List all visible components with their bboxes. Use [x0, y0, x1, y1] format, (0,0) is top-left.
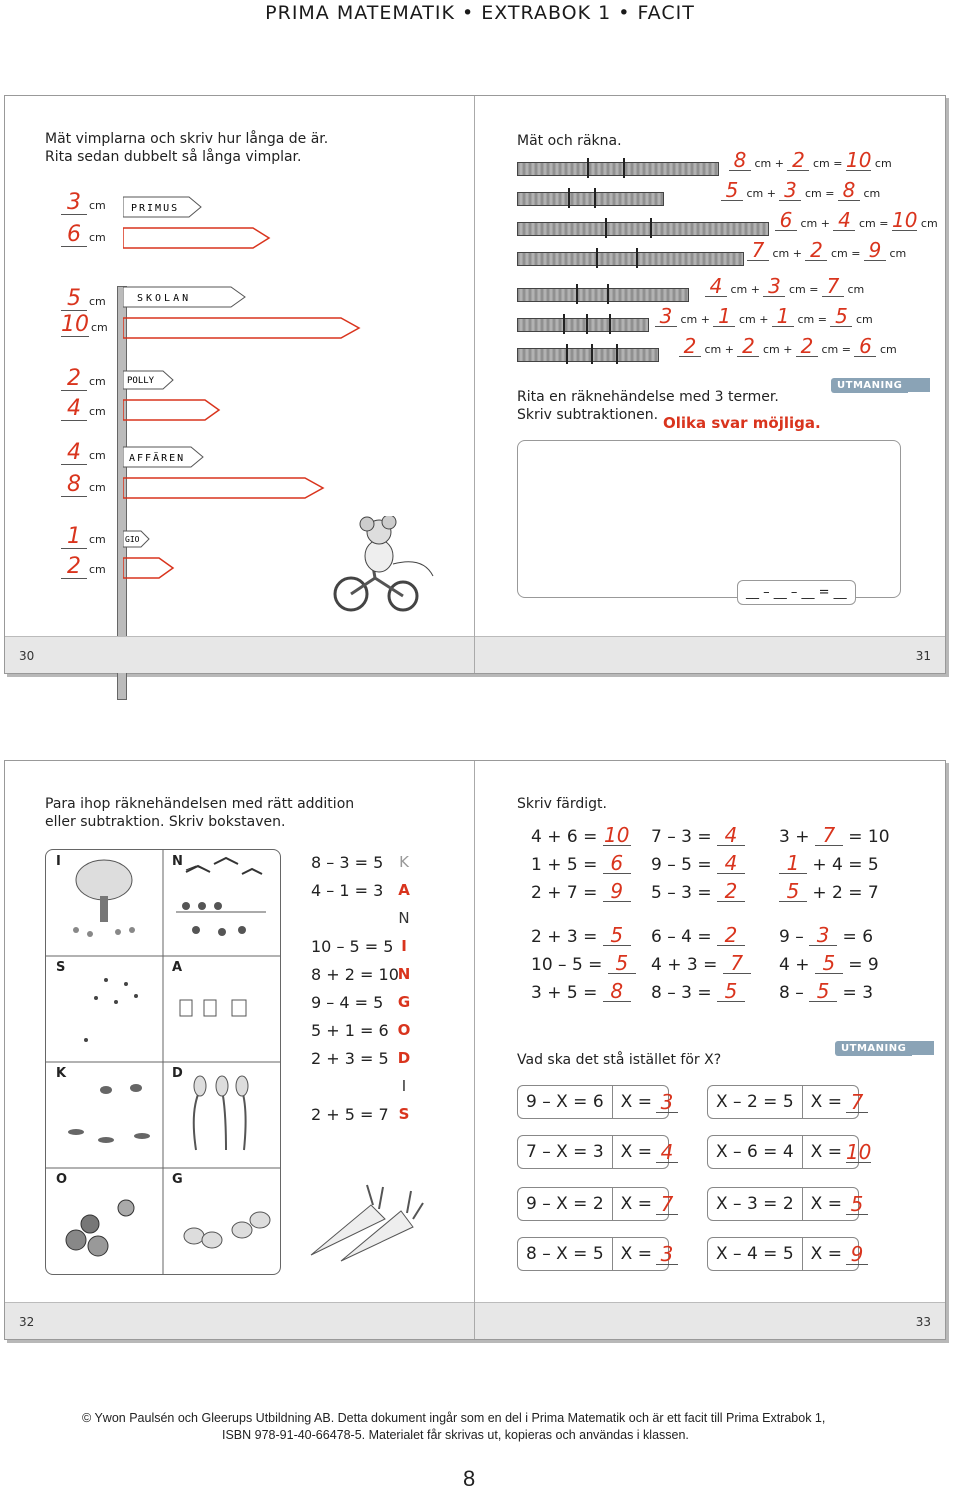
p32-instruction-line2: eller subtraktion. Skriv bokstaven. [45, 814, 286, 830]
cell-label: I [56, 854, 61, 869]
x-equation-box [517, 1135, 674, 1169]
answer-value: 4 [61, 442, 87, 465]
answer-value: 5 [846, 1194, 868, 1215]
answer-value: 9 [603, 881, 631, 902]
equation-text: 3 + [779, 827, 810, 847]
letter-answer: S [398, 1105, 410, 1123]
answer-value: 7 [815, 825, 843, 846]
answer-value: 2 [679, 336, 701, 357]
answer-value: 1 [713, 306, 735, 327]
cell-label: O [56, 1172, 68, 1187]
stick-divider [607, 284, 609, 304]
letter-answer: K [399, 853, 409, 871]
equation-text: 2 + 3 = [531, 927, 598, 947]
x-prefix: X = [620, 1244, 652, 1264]
double-answer [61, 556, 106, 579]
equation-text: 10 – 5 = [531, 955, 603, 975]
letter-answer: N [397, 965, 411, 983]
answer-value: 4 [717, 853, 745, 874]
sign-label: SKOLAN [137, 293, 192, 304]
answer-value: 2 [61, 368, 87, 391]
stick-divider [623, 158, 625, 178]
answer-value: 2 [805, 240, 827, 261]
answer-value: 5 [815, 953, 843, 974]
measure-answer [61, 192, 106, 215]
sign-gio [123, 530, 151, 548]
p30-instructions [45, 130, 328, 166]
x-equation-box [707, 1135, 872, 1169]
fill-in-equation [651, 825, 745, 847]
fill-in-equation [779, 825, 890, 847]
drawing-box [517, 440, 901, 598]
answer-value: 4 [833, 210, 855, 231]
stick-divider [609, 314, 611, 334]
sign-skolan [123, 286, 248, 308]
answer-value: 8 [603, 981, 631, 1002]
addition-equation: 4 cm + 3 cm = 7 cm [705, 276, 864, 297]
unit-label: cm [89, 375, 106, 388]
copyright-line2: ISBN 978-91-40-66478-5. Materialet får skrivas ut, kopieras och användas i klassen. [222, 1428, 689, 1442]
letter-answer: A [398, 881, 410, 899]
unit-label: cm [89, 449, 106, 462]
match-equation: 8 – 3 = 5 [311, 853, 384, 872]
fill-in-equation [531, 953, 636, 975]
p31-task2-line2: Skriv subtraktionen. [517, 407, 659, 423]
fill-in-equation [651, 881, 745, 903]
answer-value: 10 [891, 208, 918, 232]
double-answer [61, 314, 108, 337]
answer-value: 5 [721, 180, 743, 201]
equation-text: 1 + 5 = [531, 855, 598, 875]
letter-answer: G [397, 993, 411, 1011]
equation-text: = 10 [848, 827, 890, 847]
fill-in-equation [531, 981, 631, 1003]
unit-label: cm [89, 295, 106, 308]
fill-in-equation [779, 953, 879, 975]
stick-divider [568, 188, 570, 208]
fill-in-equation [531, 825, 631, 847]
equation-text: 9 – [779, 927, 804, 947]
fill-in-equation [651, 925, 745, 947]
equation-text: 5 – 3 = [651, 883, 712, 903]
answer-value: 3 [763, 276, 785, 297]
addition-equation: 2 cm + 2 cm + 2 cm = 6 cm [679, 336, 897, 357]
copyright-notice [82, 1410, 825, 1444]
fill-in-equation [651, 953, 751, 975]
answer-value: 10 [604, 823, 630, 847]
challenge-badge: UTMANING [831, 378, 908, 393]
answer-value: 10 [61, 312, 89, 337]
stick-divider [594, 188, 596, 208]
answer-value: 2 [737, 336, 759, 357]
answer-value: 8 [729, 150, 751, 171]
cell-label: D [172, 1066, 183, 1081]
answer-value: 7 [723, 953, 751, 974]
double-answer [61, 398, 106, 421]
page-30 [5, 96, 475, 673]
grid-lines [46, 850, 280, 1274]
answer-value: 3 [61, 192, 87, 215]
x-prefix: X = [810, 1092, 842, 1112]
drawn-pennant [123, 316, 363, 340]
cell-label: A [172, 960, 183, 975]
answer-value: 5 [809, 981, 837, 1002]
fill-in-equation [651, 981, 745, 1003]
match-equation: 2 + 5 = 7 [311, 1105, 389, 1124]
page-number: 30 [19, 649, 35, 663]
p31-instruction: Mät och räkna. [517, 133, 622, 149]
stick-divider [591, 344, 593, 364]
answer-value: 6 [854, 336, 876, 357]
answer-value: 5 [779, 881, 807, 902]
x-prefix: X = [810, 1142, 842, 1162]
x-answer [613, 1191, 686, 1216]
possible-answers-note: Olika svar möjliga. [663, 414, 821, 432]
x-equation: X – 4 = 5 [708, 1238, 803, 1270]
picture-grid [45, 849, 281, 1275]
addition-equation: 7 cm + 2 cm = 9 cm [747, 240, 906, 261]
measure-answer [61, 442, 106, 465]
x-prefix: X = [810, 1244, 842, 1264]
match-equation: 10 – 5 = 5 [311, 937, 394, 956]
match-equation: 2 + 3 = 5 [311, 1049, 389, 1068]
stick-divider [616, 344, 618, 364]
answer-value: 4 [61, 398, 87, 421]
match-equation: 9 – 4 = 5 [311, 993, 384, 1012]
answer-value: 6 [603, 853, 631, 874]
unit-label: cm [91, 321, 108, 334]
page-header: PRIMA MATEMATIK • EXTRABOK 1 • FACIT [265, 2, 695, 24]
equation-text: 3 + 5 = [531, 983, 598, 1003]
spread-top [4, 95, 946, 674]
answer-value: 5 [608, 953, 636, 974]
cell-label: G [172, 1172, 183, 1187]
unit-label: cm [89, 533, 106, 546]
equation-text: 4 + [779, 955, 810, 975]
unit-label: cm [89, 199, 106, 212]
answer-value: 8 [61, 474, 87, 497]
equation-text: 8 – 3 = [651, 983, 712, 1003]
stick-divider [636, 248, 638, 268]
equation-text: 8 – [779, 983, 804, 1003]
answer-value: 7 [846, 1092, 868, 1113]
fill-in-equation [651, 853, 745, 875]
mouse-bike-illustration [323, 516, 443, 616]
x-equation-box [707, 1085, 864, 1119]
double-answer [61, 224, 106, 247]
fill-in-equation [779, 853, 879, 875]
sign-affaren [123, 446, 205, 468]
x-answer [803, 1191, 876, 1216]
carrots-illustration [301, 1165, 431, 1265]
cell-label: K [56, 1066, 67, 1081]
drawn-pennant [123, 226, 273, 250]
equation-text: 2 + 7 = [531, 883, 598, 903]
match-equation: 8 + 2 = 10 [311, 965, 399, 984]
x-prefix: X = [620, 1092, 652, 1112]
equation-text: + 4 = 5 [812, 855, 879, 875]
stick-divider [605, 218, 607, 238]
sheet-number: 8 [463, 1466, 476, 1491]
stick-divider [566, 344, 568, 364]
letter-answer: D [397, 1049, 411, 1067]
fill-in-equation [779, 881, 879, 903]
equation-text: 9 – 5 = [651, 855, 712, 875]
sign-label: POLLY [127, 376, 155, 386]
answer-value: 10 [845, 148, 872, 172]
fill-in-equation [531, 925, 631, 947]
p30-instruction-line1: Mät vimplarna och skriv hur långa de är. [45, 131, 329, 147]
page-32 [5, 761, 475, 1339]
p31-task2-line1: Rita en räknehändelse med 3 termer. [517, 389, 779, 405]
addition-equation: 8 cm + 2 cm = 10 cm [729, 150, 892, 171]
measure-stick [517, 222, 769, 236]
equation-text: = 9 [848, 955, 879, 975]
answer-value: 4 [717, 825, 745, 846]
match-equation: 5 + 1 = 6 [311, 1021, 389, 1040]
answer-value: 3 [809, 925, 837, 946]
equation-text: 7 – 3 = [651, 827, 712, 847]
x-answer [613, 1139, 686, 1164]
measure-stick [517, 348, 659, 362]
answer-value: 9 [864, 240, 886, 261]
copyright-line1: © Ywon Paulsén och Gleerups Utbildning AB. Detta dokument ingår som en del i Prima Matematik och är ett facit till Prima Extrabok 1, [82, 1411, 826, 1425]
drawn-pennant [123, 398, 223, 422]
measure-answer [61, 368, 106, 391]
answer-value: 6 [61, 224, 87, 247]
answer-value: 2 [717, 881, 745, 902]
answer-value: 1 [779, 853, 807, 874]
answer-value: 10 [845, 1139, 872, 1164]
match-equation: 4 – 1 = 3 [311, 881, 384, 900]
answer-value: 4 [656, 1142, 678, 1163]
answer-value: 3 [656, 1244, 678, 1265]
x-equation: X – 6 = 4 [708, 1136, 803, 1168]
answer-value: 5 [603, 925, 631, 946]
sign-primus [123, 196, 203, 218]
x-equation: 9 – X = 6 [518, 1086, 613, 1118]
measure-stick [517, 192, 664, 206]
challenge-badge: UTMANING [835, 1041, 912, 1056]
x-equation: 9 – X = 2 [518, 1188, 613, 1220]
page-33 [475, 761, 945, 1339]
x-question: Vad ska det stå istället för X? [517, 1052, 722, 1068]
p32-instructions [45, 795, 354, 831]
letter-answer: I [401, 1077, 407, 1095]
x-answer [803, 1139, 880, 1164]
measure-stick [517, 162, 719, 176]
drawn-pennant [123, 556, 179, 580]
p31-footer [475, 636, 945, 673]
letter-answer: O [397, 1021, 411, 1039]
x-equation-box [707, 1237, 864, 1271]
page-number: 33 [915, 1315, 931, 1329]
page-number: 32 [19, 1315, 35, 1329]
sign-label: AFFÄREN [129, 453, 186, 464]
measure-stick [517, 318, 649, 332]
x-answer [803, 1241, 876, 1266]
answer-value: 2 [61, 556, 87, 579]
measure-answer [61, 526, 106, 549]
answer-value: 6 [775, 210, 797, 231]
stick-divider [587, 158, 589, 178]
answer-value: 5 [830, 306, 852, 327]
fill-in-equation [531, 853, 631, 875]
answer-value: 7 [747, 240, 769, 261]
stick-divider [650, 218, 652, 238]
equation-text: 6 – 4 = [651, 927, 712, 947]
addition-equation: 6 cm + 4 cm = 10 cm [775, 210, 938, 231]
answer-value: 1 [772, 306, 794, 327]
unit-label: cm [89, 481, 106, 494]
x-answer [613, 1089, 686, 1114]
addition-equation: 5 cm + 3 cm = 8 cm [721, 180, 880, 201]
x-equation: 8 – X = 5 [518, 1238, 613, 1270]
answer-value: 3 [656, 1092, 678, 1113]
fill-in-equation [531, 881, 631, 903]
answer-value: 3 [655, 306, 677, 327]
x-equation-box [517, 1085, 674, 1119]
spread-bottom [4, 760, 946, 1340]
equation-text: = 3 [842, 983, 874, 1003]
answer-value: 2 [796, 336, 818, 357]
x-prefix: X = [620, 1142, 652, 1162]
answer-value: 4 [705, 276, 727, 297]
stick-divider [586, 314, 588, 334]
x-prefix: X = [810, 1194, 842, 1214]
stick-divider [576, 284, 578, 304]
cell-label: N [172, 854, 183, 869]
answer-value: 5 [717, 981, 745, 1002]
equation-text: 4 + 3 = [651, 955, 718, 975]
x-equation: 7 – X = 3 [518, 1136, 613, 1168]
answer-value: 5 [61, 288, 87, 311]
measure-stick [517, 288, 689, 302]
addition-equation: 3 cm + 1 cm + 1 cm = 5 cm [655, 306, 873, 327]
x-equation-box [707, 1187, 864, 1221]
letter-answer: N [398, 909, 410, 927]
subtraction-template: __ – __ – __ = __ [737, 580, 856, 605]
fill-in-equation [779, 981, 873, 1003]
cell-label: S [56, 960, 66, 975]
answer-value: 1 [61, 526, 87, 549]
page-31 [475, 96, 945, 673]
x-answer [613, 1241, 686, 1266]
p30-instruction-line2: Rita sedan dubbelt så långa vimplar. [45, 149, 302, 165]
letter-answer: I [401, 937, 407, 955]
x-answer [803, 1089, 876, 1114]
answer-value: 9 [846, 1244, 868, 1265]
double-answer [61, 474, 106, 497]
answer-value: 2 [787, 150, 809, 171]
measure-stick [517, 252, 744, 266]
p30-footer [5, 636, 474, 673]
answer-value: 7 [822, 276, 844, 297]
answer-value: 8 [838, 180, 860, 201]
measure-answer [61, 288, 106, 311]
x-equation-box [517, 1237, 674, 1271]
p32-instruction-line1: Para ihop räknehändelsen med rätt addition [45, 796, 355, 812]
fill-in-equation [779, 925, 873, 947]
unit-label: cm [89, 231, 106, 244]
p33-instruction: Skriv färdigt. [517, 796, 607, 812]
unit-label: cm [89, 563, 106, 576]
drawn-pennant [123, 476, 328, 500]
equation-text: = 6 [842, 927, 874, 947]
p33-footer [475, 1302, 945, 1339]
answer-value: 2 [717, 925, 745, 946]
x-equation: X – 2 = 5 [708, 1086, 803, 1118]
x-equation-box [517, 1187, 674, 1221]
page-number: 31 [915, 649, 931, 663]
sign-polly [123, 370, 175, 390]
stick-divider [563, 314, 565, 334]
x-equation: X – 3 = 2 [708, 1188, 803, 1220]
sign-label: PRIMUS [131, 203, 180, 214]
p32-footer [5, 1302, 474, 1339]
answer-value: 7 [656, 1194, 678, 1215]
equation-text: + 2 = 7 [812, 883, 879, 903]
equation-text: 4 + 6 = [531, 827, 598, 847]
x-prefix: X = [620, 1194, 652, 1214]
stick-divider [596, 248, 598, 268]
unit-label: cm [89, 405, 106, 418]
sign-label: GIO [125, 535, 140, 544]
answer-value: 3 [779, 180, 801, 201]
